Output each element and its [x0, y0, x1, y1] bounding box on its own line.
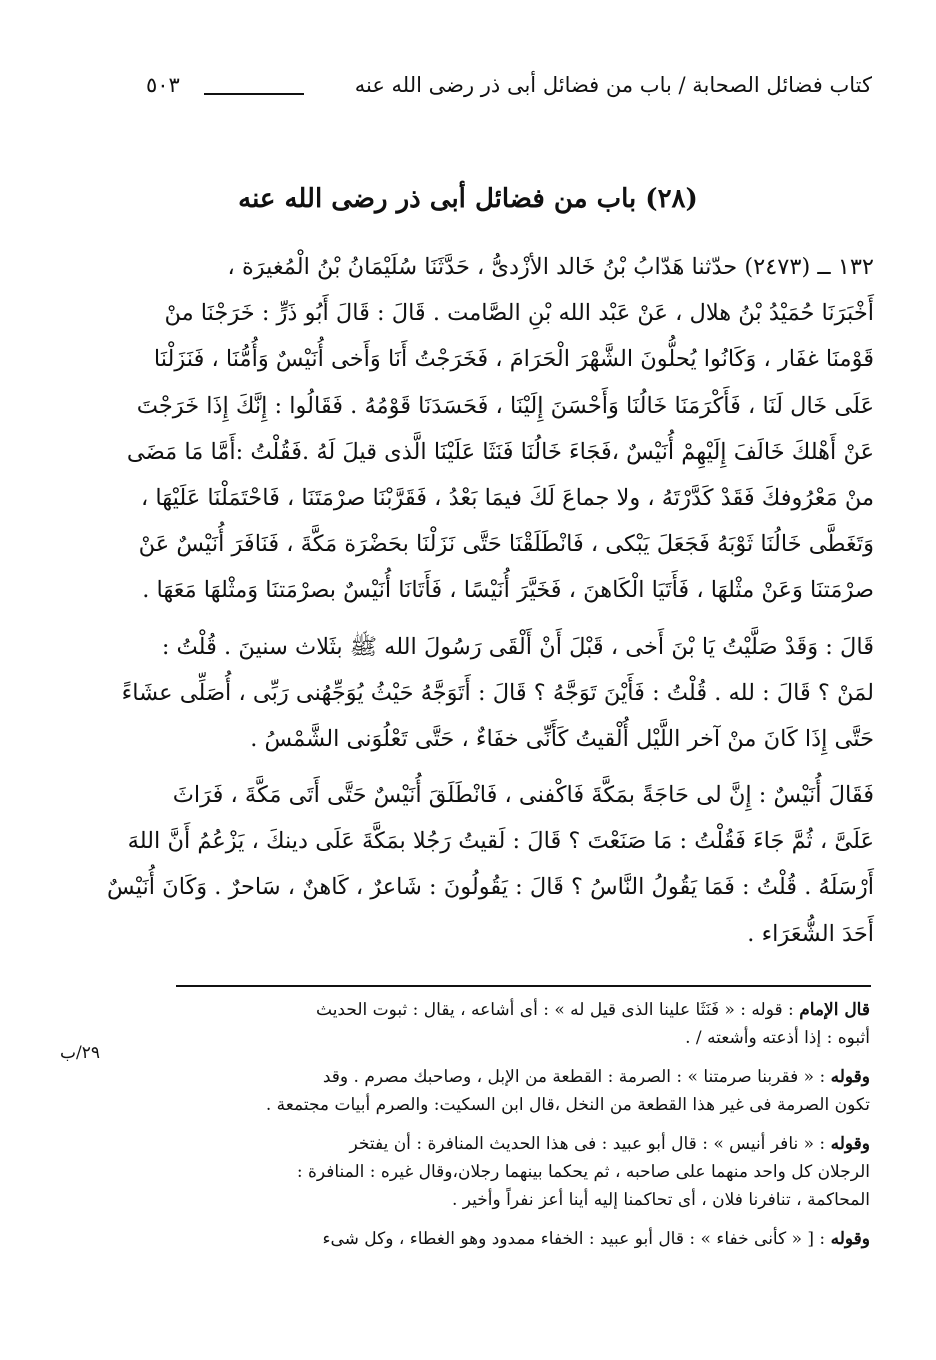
footnote-line: أثبوه : إذا أذعته وأشعته / . [685, 1028, 870, 1048]
footnote-line: الرجلان كل واحد منهما على صاحبه ، ثم يحكما بينهما رجلان،وقال غيره : المنافرة : [296, 1162, 870, 1182]
text-line: لمَنْ ؟ قَالَ : لله . قُلْتُ : فَأَيْنَ تَوَجَّهُ ؟ قَالَ : أَتَوَجَّهُ حَيْثُ يُوَجِّهُنى رَبِّى ، أُصَلِّى عشَاءً [121, 679, 874, 706]
page-number: ٥٠٣ [146, 73, 180, 97]
footnote-line: المحاكمة ، تنافرنا فلان ، أى تحاكمنا إليه أينا أعز نفراً وأخير . [451, 1190, 870, 1210]
footnote-lead: وقوله [830, 1067, 870, 1087]
text-line: عَلَىَّ ، ثُمَّ جَاءَ فَقُلْتُ : مَا صَنَعْتَ ؟ قَالَ : لَقيتُ رَجُلا بمَكَّةَ عَلَى دينكَ ، يَزْعُمُ أَنَّ اللهَ [127, 828, 874, 855]
manuscript-folio-note: ٢٩/ب [60, 1043, 100, 1063]
text-line: أَحَدَ الشُّعَرَاء . [747, 920, 874, 947]
text-line: قَوْمنَا غفَار ، وَكَانُوا يُحلُّونَ الشَّهْرَ الْحَرَامَ ، فَخَرَجْتُ أَنَا وَأَخى أُنَيْسٌ وَأُمُّنَا ، فَنَزَلْنَا [153, 346, 874, 373]
footnote-line [70, 996, 870, 1024]
footnote [70, 1130, 870, 1214]
footnote-lead: وقوله [830, 1134, 870, 1154]
footnote-line [70, 1063, 870, 1091]
footnote-separator [176, 985, 871, 987]
footnote-lead: وقوله [830, 1229, 870, 1249]
footnote-lead: قال الإمام [799, 1000, 870, 1020]
text-line: فَقَالَ أُنَيْسٌ : إِنَّ لى حَاجَةً بمَكَّةَ فَاكْفنى ، فَانْطَلَقَ أُنَيْسٌ حَتَّى أَتَى مَكَّةَ ، فَرَاثَ [172, 782, 874, 809]
footnote-text: : « فقربنا صرمتنا » : الصرمة : القطعة من الإبل ، وصاحبك مصرم . وقد [322, 1067, 826, 1087]
header-rule [204, 93, 304, 95]
footnote-line: تكون الصرمة فى غير هذا القطعة من النخل ،قال ابن السكيت: والصرم أبيات مجتمعة . [265, 1095, 870, 1115]
footnote-line [70, 1130, 870, 1158]
hadith-text [64, 244, 874, 957]
text-line: قَالَ : وَقَدْ صَلَّيْتُ يَا بْنَ أَخى ، قَبْلَ أَنْ أَلْقَى رَسُولَ الله ﷺ بثَلاث سنينَ . قُلْتُ : [161, 633, 874, 660]
paragraph [64, 244, 874, 614]
footnote [70, 996, 870, 1052]
text-line: منْ مَعْرُوفكَ فَقَدْ كَدَّرْتَهُ ، ولا جماعَ لَكَ فيمَا بَعْدُ ، فَقَرَّبْنَا صرْمَتَنَا ، فَاحْتَمَلْنَا عَلَيْهَا ، [140, 484, 874, 511]
text-line: صرْمَتنَا وَعَنْ مثْلهَا ، فَأَتَيَا الْكَاهنَ ، فَخَيَّرَ أُنَيْسًا ، فَأَتَانَا أُنَيْسٌ بصرْمَتنَا وَمثْلهَا مَعَهَا . [142, 577, 874, 604]
footnotes [70, 996, 870, 1253]
text-line: أَخْبَرَنَا حُمَيْدُ بْنُ هلال ، عَنْ عَبْد الله بْنِ الصَّامت . قَالَ : قَالَ أَبُو ذَرٍّ : خَرَجْنَا منْ [164, 300, 874, 327]
text-line: وَتَغَطَّى خَالُنَا ثَوْبَهُ فَجَعَلَ يَبْكى ، فَانْطَلَقْنَا حَتَّى نَزَلْنَا بحَضْرَة مَكَّةَ ، فَنَافَرَ أُنَيْسٌ عَنْ [138, 531, 874, 558]
footnote-text: : « نافر أنيس » : قال أبو عبيد : فى هذا الحديث المنافرة : أن يفتخر [349, 1134, 826, 1154]
footnote [70, 1225, 870, 1253]
text-line: ١٣٢ ــ (٢٤٧٣) حدّثنا هَدّابُ بْنُ خَالد الأزْدىُّ ، حَدَّثَنَا سُلَيْمَانُ بْنُ الْمُغيرَة ، [227, 254, 874, 280]
text-line: عَنْ أَهْلكَ خَالَفَ إِلَيْهِمْ أُنَيْسٌ ،فَجَاءَ خَالُنَا فَنَثَا عَلَيْنَا الَّذى قيلَ لَهُ .فَقُلْتُ :أَمَّا مَا مَضَى [126, 438, 874, 465]
paragraph [64, 624, 874, 763]
running-header-title: كتاب فضائل الصحابة / باب من فضائل أبى ذر رضى الله عنه [354, 73, 872, 97]
footnote [70, 1063, 870, 1119]
text-line: عَلَى خَال لَنَا ، فَأَكْرَمَنَا خَالُنَا وَأَحْسَنَ إِلَيْنَا ، فَحَسَدَنَا قَوْمُهُ . فَقَالُوا : إِنَّكَ إِذَا خَرَجْتَ [136, 392, 874, 419]
chapter-heading: (٢٨) باب من فضائل أبى ذر رضى الله عنه [238, 184, 698, 214]
footnote-line [70, 1225, 870, 1253]
text-line: حَتَّى إِذَا كَانَ منْ آخر اللَّيْل أُلْقيتُ كَأَنِّى خفَاءٌ ، حَتَّى تَعْلُوَنى الشَّمْسُ . [250, 725, 874, 752]
paragraph [64, 772, 874, 957]
text-line: أَرْسَلَهُ . قُلْتُ : فَمَا يَقُولُ النَّاسُ ؟ قَالَ : يَقُولُونَ : شَاعرٌ ، كَاهنٌ ، سَاحرٌ . وَكَانَ أُنَيْسٌ [107, 874, 874, 901]
footnote-text: : قوله : « فَنَثَا علينا الذى قيل له » : أى أشاعه ، يقال : ثبوت الحديث [316, 1000, 794, 1020]
footnote-text: : [ « كأنى خفاء » : قال أبو عبيد : الخفاء ممدود وهو الغطاء ، وكل شىء [322, 1229, 826, 1249]
